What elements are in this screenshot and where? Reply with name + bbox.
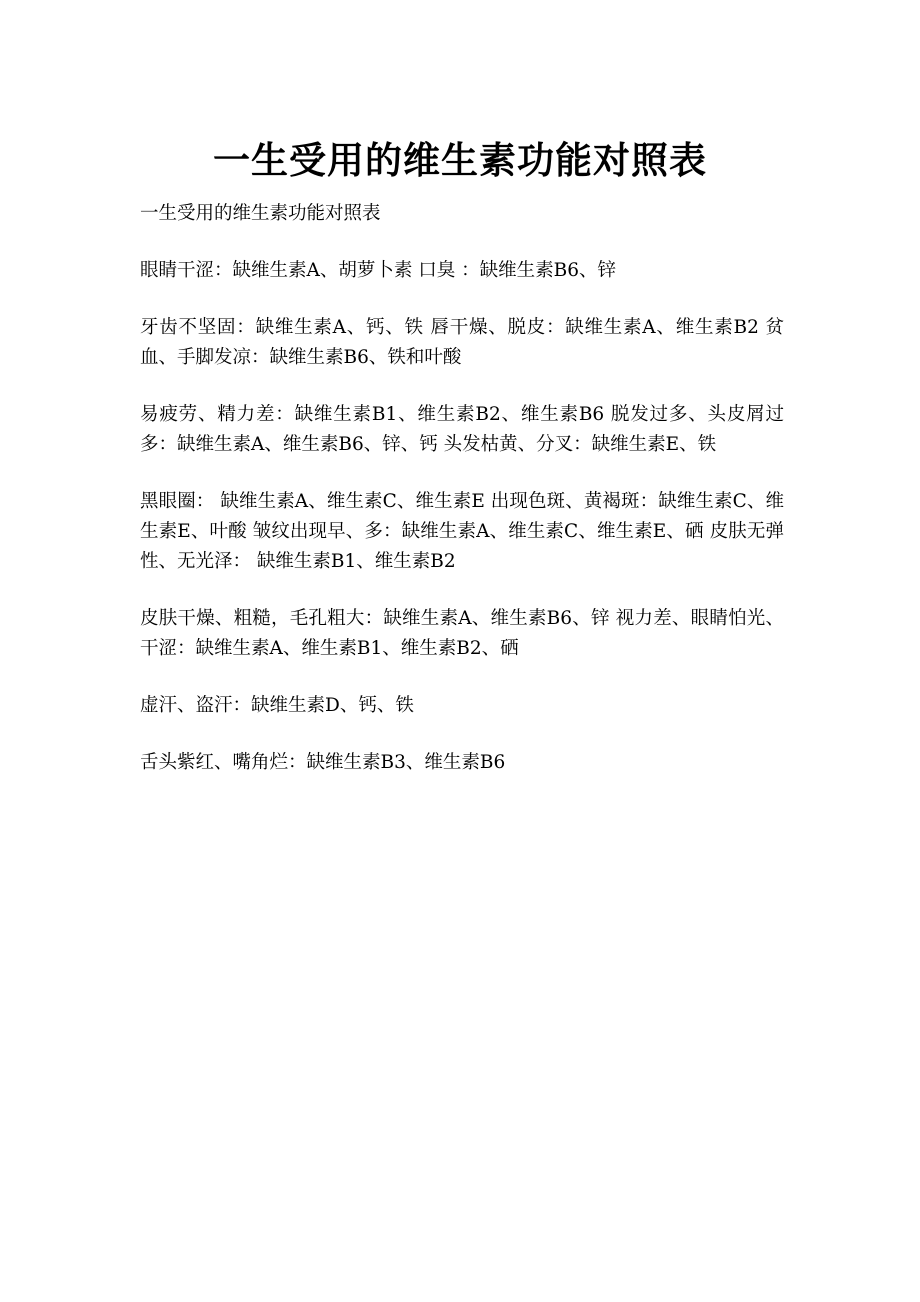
paragraph-dry-skin: 皮肤干燥、粗糙，毛孔粗大：缺维生素A、维生素B6、锌 视力差、眼睛怕光、干涩：缺维生素A、维生素B1、维生素B2、硒 <box>140 608 784 659</box>
paragraph-sweating: 虚汗、盗汗：缺维生素D、钙、铁 <box>140 695 414 716</box>
paragraph-dark-circles: 黑眼圈： 缺维生素A、维生素C、维生素E 出现色斑、黄褐斑：缺维生素C、维生素E、叶酸 皱纹出现早、多：缺维生素A、维生素C、维生素E、硒 皮肤无弹性、无光泽： 缺维生素B1、维生素B2 <box>140 491 784 572</box>
paragraph-fatigue: 易疲劳、精力差：缺维生素B1、维生素B2、维生素B6 脱发过多、头皮屑过多：缺维生素A、维生素B6、锌、钙 头发枯黄、分叉：缺维生素E、铁 <box>140 404 784 455</box>
document-title: 一生受用的维生素功能对照表 <box>213 138 707 182</box>
document-body <box>140 199 784 805</box>
paragraph-teeth: 牙齿不坚固：缺维生素A、钙、铁 唇干燥、脱皮：缺维生素A、维生素B2 贫血、手脚发凉：缺维生素B6、铁和叶酸 <box>140 317 784 368</box>
paragraph-tongue: 舌头紫红、嘴角烂：缺维生素B3、维生素B6 <box>140 752 506 773</box>
paragraph-eyes-dry: 眼睛干涩：缺维生素A、胡萝卜素 口臭 ：缺维生素B6、锌 <box>140 260 616 281</box>
paragraph-subtitle: 一生受用的维生素功能对照表 <box>140 203 381 224</box>
